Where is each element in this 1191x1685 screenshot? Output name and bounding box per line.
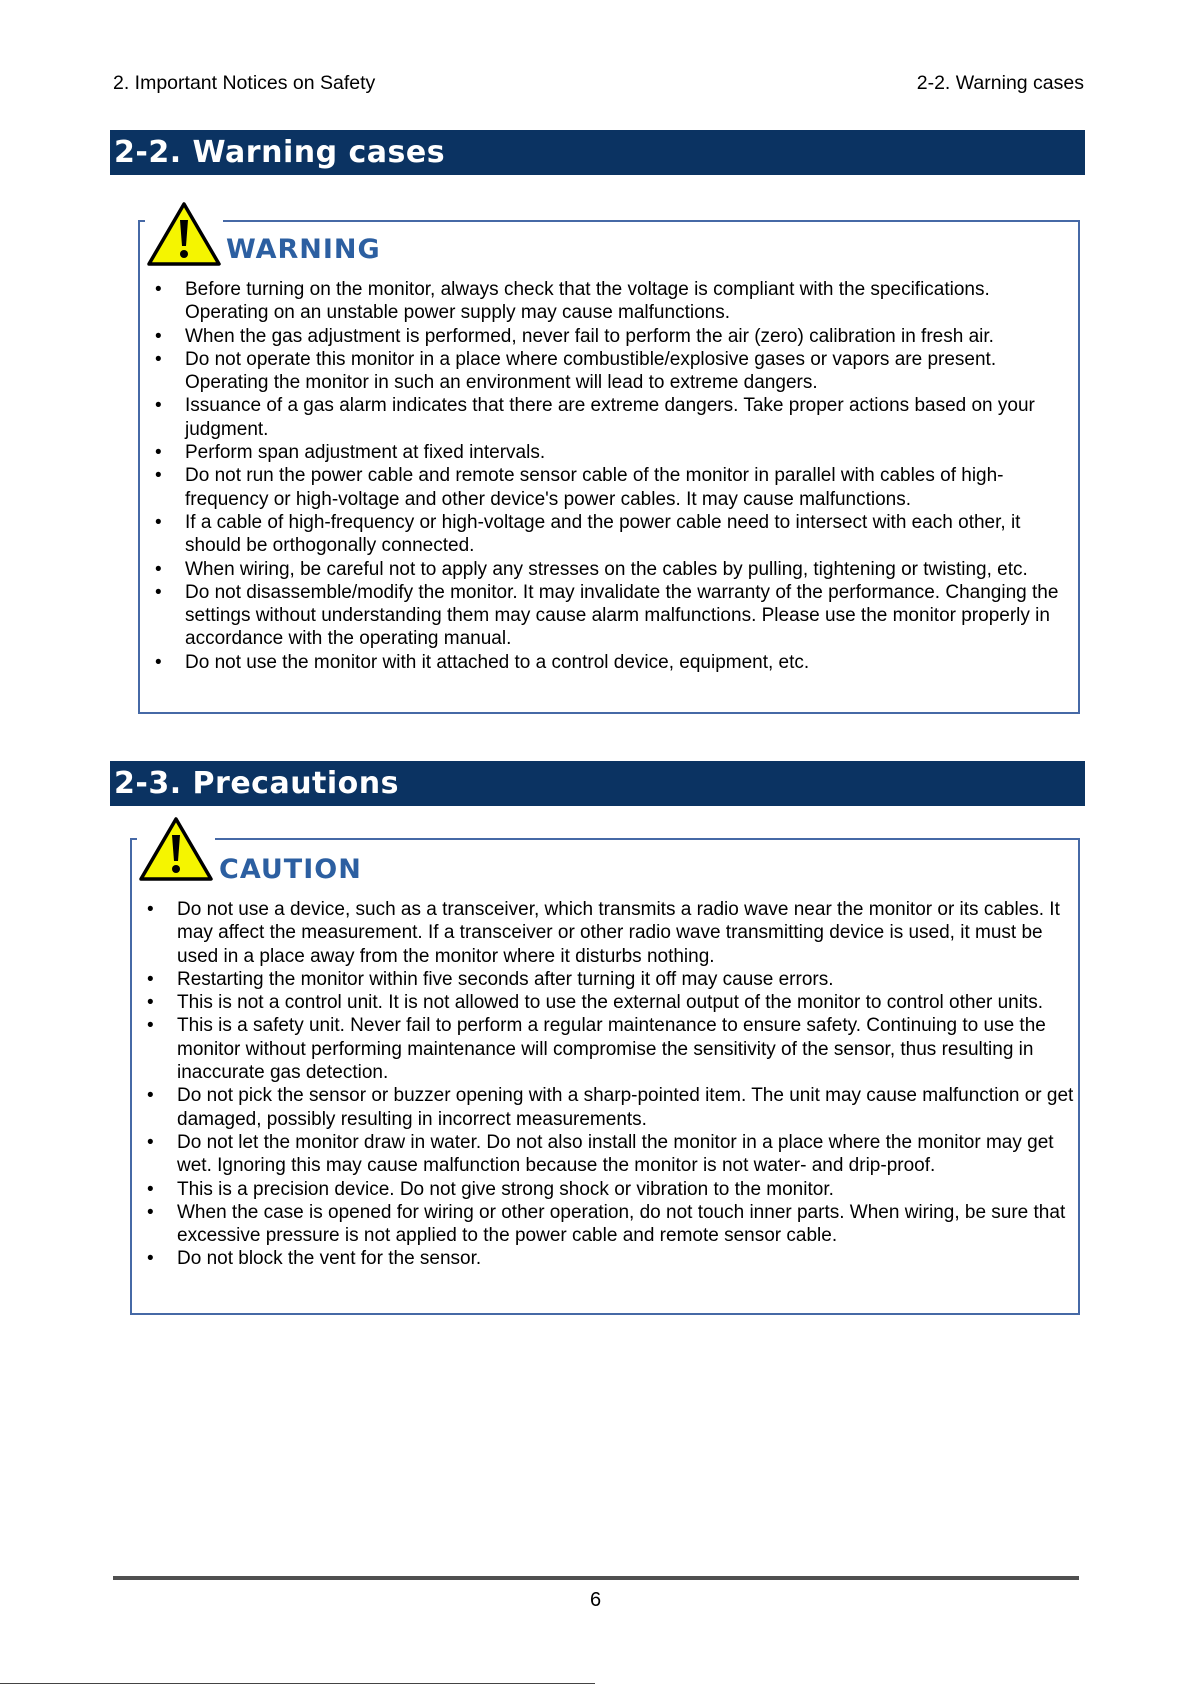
list-item: • When the gas adjustment is performed, never fail to perform the air (zero) calibration in fresh air.: [155, 325, 1075, 348]
warning-triangle-icon: [145, 200, 223, 270]
header-chapter-title: 2. Important Notices on Safety: [113, 72, 376, 94]
list-item: • Do not run the power cable and remote sensor cable of the monitor in parallel with cables of high-frequency or high-voltage and other device's power cables. It may cause malfunctions.: [155, 464, 1075, 511]
list-item: • Before turning on the monitor, always check that the voltage is compliant with the specifications. Operating on an unstable power supply may cause malfunctions.: [155, 278, 1075, 325]
list-item: • Do not block the vent for the sensor.: [147, 1247, 1075, 1270]
list-item: • This is not a control unit. It is not allowed to use the external output of the monitor to control other units.: [147, 991, 1075, 1014]
running-header: [113, 72, 1084, 98]
list-item: • Do not use a device, such as a transceiver, which transmits a radio wave near the monitor or its cables. It may affect the measurement. If a transceiver or other radio wave transmitting device is used, it must be used in a place away from the monitor where it disturbs nothing.: [147, 898, 1075, 968]
list-item: • Do not operate this monitor in a place where combustible/explosive gases or vapors are present. Operating the monitor in such an environment will lead to extreme dangers.: [155, 348, 1075, 395]
warning-list: [155, 278, 1075, 674]
header-section-title: 2-2. Warning cases: [916, 72, 1084, 94]
footer-rule: [113, 1576, 1079, 1580]
section-heading-precautions: 2-3. Precautions: [110, 761, 1085, 806]
page-bottom-divider: [0, 1683, 595, 1684]
section-heading-warning-cases: 2-2. Warning cases: [110, 130, 1085, 175]
list-item: • Issuance of a gas alarm indicates that there are extreme dangers. Take proper actions based on your judgment.: [155, 394, 1075, 441]
list-item: • Do not pick the sensor or buzzer opening with a sharp-pointed item. The unit may cause malfunction or get damaged, possibly resulting in incorrect measurements.: [147, 1084, 1075, 1131]
list-item: • Do not use the monitor with it attached to a control device, equipment, etc.: [155, 651, 1075, 674]
list-item: • When wiring, be careful not to apply any stresses on the cables by pulling, tightening or twisting, etc.: [155, 558, 1075, 581]
list-item: • If a cable of high-frequency or high-voltage and the power cable need to intersect with each other, it should be orthogonally connected.: [155, 511, 1075, 558]
list-item: • Perform span adjustment at fixed intervals.: [155, 441, 1075, 464]
list-item: • Do not disassemble/modify the monitor. It may invalidate the warranty of the performance. Changing the settings without understanding them may cause alarm malfunctions. Please use the monitor properly in accordance with the operating manual.: [155, 581, 1075, 651]
warning-title: WARNING: [226, 234, 381, 265]
caution-list: [147, 898, 1075, 1271]
page-number: 6: [589, 1589, 602, 1611]
list-item: • This is a safety unit. Never fail to perform a regular maintenance to ensure safety. Continuing to use the monitor without performing maintenance will compromise the sensitivity of the sensor, thus resulting in inaccurate gas detection.: [147, 1014, 1075, 1084]
list-item: • Restarting the monitor within five seconds after turning it off may cause errors.: [147, 968, 1075, 991]
caution-title: CAUTION: [219, 854, 362, 885]
list-item: • Do not let the monitor draw in water. Do not also install the monitor in a place where the monitor may get wet. Ignoring this may cause malfunction because the monitor is not water- and drip-proof.: [147, 1131, 1075, 1178]
caution-triangle-icon: [137, 815, 215, 885]
list-item: • When the case is opened for wiring or other operation, do not touch inner parts. When wiring, be sure that excessive pressure is not applied to the power cable and remote sensor cable.: [147, 1201, 1075, 1248]
list-item: • This is a precision device. Do not give strong shock or vibration to the monitor.: [147, 1178, 1075, 1201]
